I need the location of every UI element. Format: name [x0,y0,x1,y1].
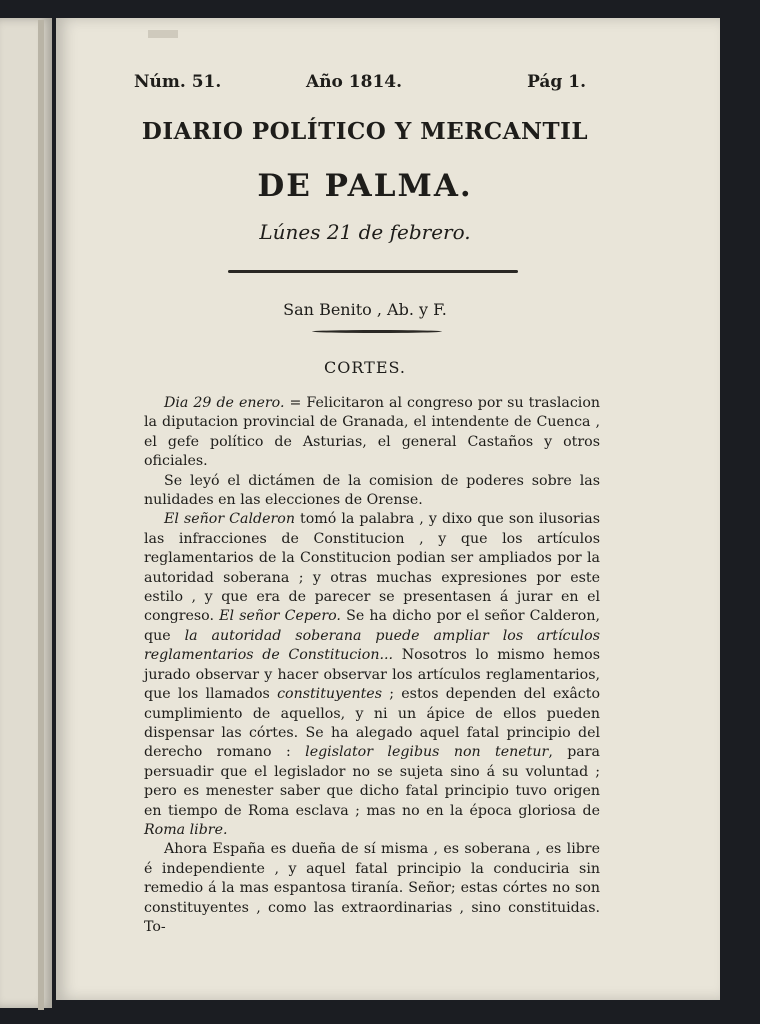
ornamental-rule [312,330,442,333]
speaker-calderon: El señor Calderon [164,511,295,528]
issue-year: Año 1814. [306,72,403,92]
article-body [144,394,600,937]
issue-number: Núm. 51. [134,72,222,92]
issue-date: Lúnes 21 de febrero. [259,220,471,244]
paragraph-3-text-5: , para persuadir que el legislador no se sujeta sino á su voluntad ; pero es menester saber que dicho fatal principio tuvo origen en tiempo de Roma esclava ; mas no en la época gloriosa de [144,744,600,819]
masthead-rule [228,270,518,273]
speaker-cepero: El señor Cepero. [219,608,341,625]
paragraph-1 [144,394,600,472]
section-heading: CORTES. [324,358,406,377]
paragraph-3 [144,510,600,840]
paragraph-3-text-3: Nosotros lo mismo hemos jurado observar y hacer observar los artículos reglamentarios, que los llamados [144,647,600,703]
saint-of-day: San Benito , Ab. y F. [283,300,447,319]
paragraph-3-text-1: tomó la palabra , y dixo que son ilusorias las infracciones de Constitucion , y que los artículos reglamentarios de la Constitucion podian ser ampliados por la autoridad soberana ; y otras muchas expresiones por este estilo , y que era de parecer se presentasen á jurar en el congreso. [144,511,600,625]
page-number: Pág 1. [527,72,586,92]
paragraph-4: Ahora España es dueña de sí misma , es soberana , es libre é independiente , y aquel fatal principio la conduciria sin remedio á la mas espantosa tiranía. Señor; estas córtes no son constituyentes , como las extraordinarias , sino constituidas. To- [144,841,600,935]
facing-page-edge [0,18,52,1008]
page-fold-shadow [38,20,44,1010]
paper-tab [148,30,178,38]
paragraph-3-text-4: ; estos dependen del exâcto cumplimiento de aquellos, y ni un ápice de ellos pueden dispensar las córtes. Se ha alegado aquel fatal principio del derecho romano : [144,686,600,761]
newspaper-page [56,18,720,1000]
paragraph-3-text-2: Se ha dicho por el señor Calderon, que [144,608,600,644]
masthead-line-1: DIARIO POLÍTICO Y MERCANTIL [141,118,589,145]
paragraph-3-quote-4: Roma libre. [144,821,228,838]
issue-header [134,72,586,98]
paragraph-1-lead: Dia 29 de enero. [164,395,285,411]
paragraph-3-quote-1: la autoridad soberana puede ampliar los artículos reglamentarios de Constitucion... [144,627,600,664]
paragraph-3-quote-2: constituyentes [277,686,382,703]
paragraph-2: Se leyó el dictámen de la comision de poderes sobre las nulidades en las elecciones de Orense. [144,472,600,509]
paragraph-3-quote-3: legislator legibus non tenetur [305,744,549,761]
paragraph-1-text: = Felicitaron al congreso por su traslacion la diputacion provincial de Granada, el intendente de Cuenca , el gefe político de Asturias, el general Castaños y otros oficiales. [144,395,600,470]
masthead-line-2: DE PALMA. [257,168,473,204]
